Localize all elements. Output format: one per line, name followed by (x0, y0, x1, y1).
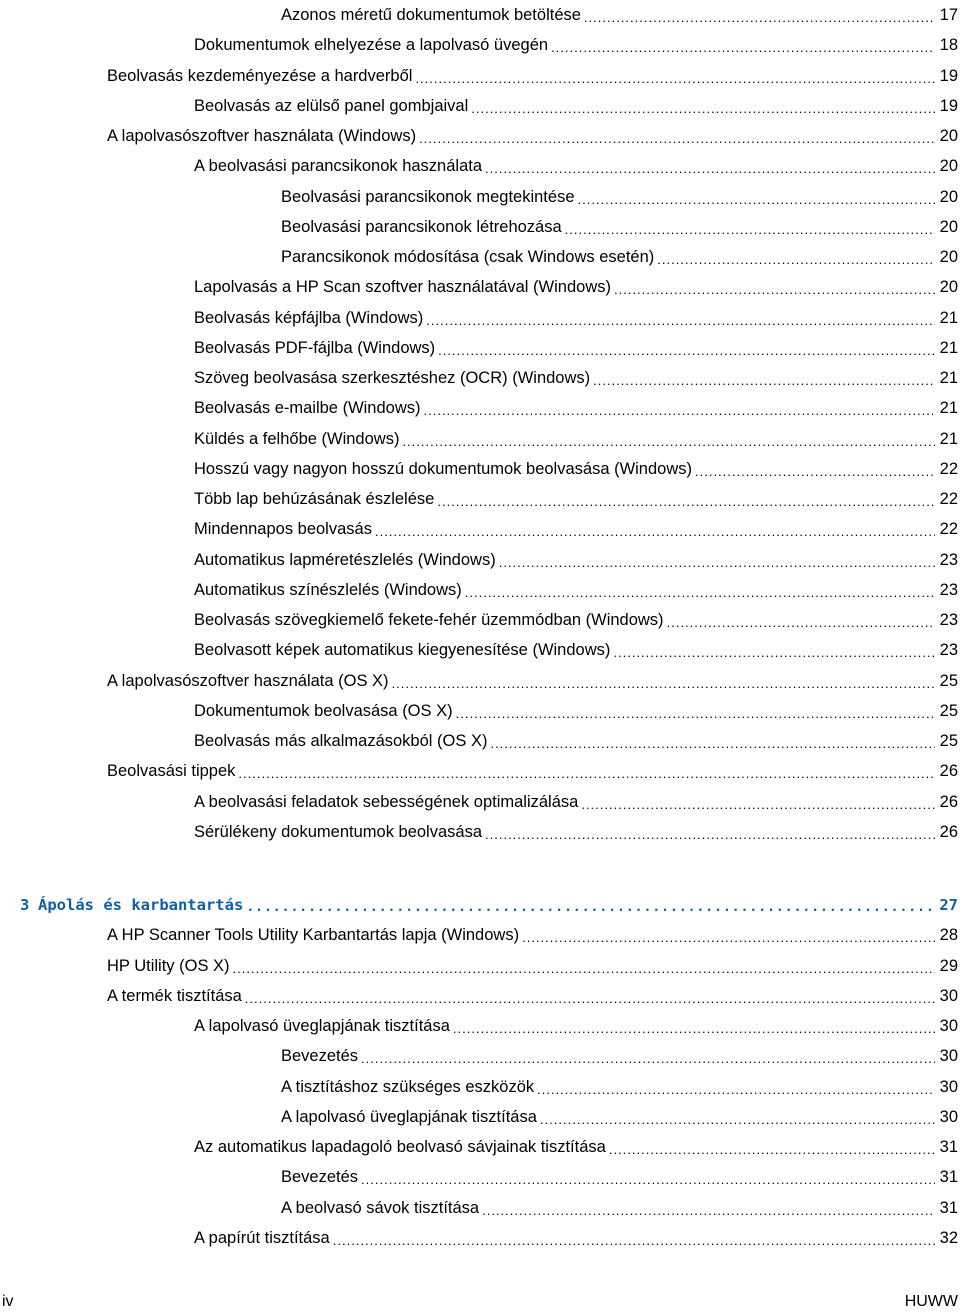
toc-entry-title: Beolvasás szövegkiemelő fekete-fehér üzemmódban (Windows) (194, 610, 664, 629)
toc-page-number: 20 (939, 217, 958, 236)
toc-entry[interactable] (194, 454, 958, 484)
toc-entry[interactable] (194, 696, 958, 726)
toc-entry-title: Beolvasás PDF-fájlba (Windows) (194, 338, 436, 357)
toc-entry-title: Bevezetés (281, 1046, 359, 1065)
footer-page-number: iv (2, 1293, 14, 1310)
toc-page-number: 20 (939, 156, 958, 175)
toc-dot-leader (490, 731, 935, 751)
toc-entry-title: A lapolvasó üveglapjának tisztítása (194, 1016, 450, 1035)
toc-entry-title: A papírút tisztítása (194, 1228, 330, 1247)
toc-page-number: 21 (939, 338, 958, 357)
toc-entry-title: A lapolvasó üveglapjának tisztítása (281, 1107, 537, 1126)
toc-page-number: 23 (939, 550, 958, 569)
toc-page-number: 19 (939, 66, 958, 85)
toc-dot-leader (438, 338, 935, 358)
toc-dot-leader (499, 550, 935, 570)
toc-entry-title: Szöveg beolvasása szerkesztéshez (OCR) (Windows) (194, 368, 591, 387)
toc-entry[interactable] (281, 1102, 958, 1132)
toc-entry-title: Beolvasás más alkalmazásokból (OS X) (194, 731, 488, 750)
toc-entry-title: A tisztításhoz szükséges eszközök (281, 1077, 535, 1096)
toc-entry-title: Az automatikus lapadagoló beolvasó sávjainak tisztítása (194, 1137, 606, 1156)
toc-entry[interactable] (194, 817, 958, 847)
toc-entry[interactable] (194, 1223, 958, 1253)
toc-page-number: 26 (939, 822, 958, 841)
toc-entry[interactable] (107, 981, 958, 1011)
toc-dot-leader (485, 156, 935, 176)
toc-dot-leader (424, 398, 936, 418)
toc-entry-title: Lapolvasás a HP Scan szoftver használatával (Windows) (194, 277, 611, 296)
toc-page-number: 21 (939, 398, 958, 417)
toc-dot-leader (361, 1046, 935, 1066)
toc-dot-leader (540, 1107, 935, 1127)
toc-entry[interactable] (194, 333, 958, 363)
toc-entry[interactable] (194, 151, 958, 181)
toc-entry[interactable] (194, 1132, 958, 1162)
toc-page-number: 20 (939, 247, 958, 266)
toc-dot-leader (456, 701, 935, 721)
toc-page-number: 21 (939, 368, 958, 387)
toc-dot-leader (667, 610, 935, 630)
toc-entry-title: Beolvasott képek automatikus kiegyenesítése (Windows) (194, 640, 611, 659)
toc-entry-title: Beolvasás az elülső panel gombjaival (194, 96, 469, 115)
toc-dot-leader (482, 1198, 935, 1218)
toc-chapter-number: 3 (20, 896, 30, 914)
toc-entry[interactable] (194, 363, 958, 393)
toc-page-number: 30 (939, 986, 958, 1005)
toc-page-number: 25 (939, 701, 958, 720)
toc-dot-leader (238, 761, 935, 781)
toc-page-number: 22 (939, 459, 958, 478)
toc-entry-title: Beolvasási tippek (107, 761, 236, 780)
toc-page-number: 30 (939, 1016, 958, 1035)
toc-entry[interactable] (194, 635, 958, 665)
footer-doc-code: HUWW (904, 1293, 958, 1310)
toc-entry[interactable] (281, 182, 958, 212)
toc-page-number: 23 (939, 610, 958, 629)
toc-entry-title: Beolvasási parancsikonok létrehozása (281, 217, 562, 236)
toc-dot-leader (695, 459, 935, 479)
toc-entry-title: A beolvasási parancsikonok használata (194, 156, 483, 175)
toc-entry-title: Parancsikonok módosítása (csak Windows esetén) (281, 247, 655, 266)
toc-dot-leader (551, 35, 935, 55)
toc-entry[interactable] (281, 0, 958, 30)
toc-page-number: 19 (939, 96, 958, 115)
toc-entry[interactable] (194, 575, 958, 605)
toc-entry-title: Automatikus lapméretészlelés (Windows) (194, 550, 496, 569)
toc-dot-leader (453, 1016, 935, 1036)
toc-page-number: 27 (939, 896, 958, 914)
toc-dot-leader (426, 308, 935, 328)
toc-page-number: 32 (939, 1228, 958, 1247)
toc-page-number: 28 (939, 925, 958, 944)
toc-entry-title: A lapolvasószoftver használata (Windows) (107, 126, 417, 145)
toc-dot-leader (402, 429, 935, 449)
toc-page-number: 29 (939, 956, 958, 975)
toc-page-number: 25 (939, 731, 958, 750)
toc-dot-leader (565, 217, 935, 237)
toc-page-number: 30 (939, 1077, 958, 1096)
toc-dot-leader (578, 187, 936, 207)
toc-dot-leader (471, 96, 935, 116)
toc-entry-title: A beolvasási feladatok sebességének optimalizálása (194, 792, 579, 811)
toc-entry-title: Ápolás és karbantartás (38, 896, 244, 914)
toc-entry[interactable] (194, 545, 958, 575)
toc-entry[interactable] (194, 30, 958, 60)
toc-entry[interactable] (281, 1072, 958, 1102)
toc-entry[interactable] (107, 920, 958, 950)
toc-page-number: 20 (939, 187, 958, 206)
toc-entry-title: Azonos méretű dokumentumok betöltése (281, 5, 581, 24)
toc-entry-title: Sérülékeny dokumentumok beolvasása (194, 822, 483, 841)
toc-page-number: 20 (939, 126, 958, 145)
toc-entry-title: A termék tisztítása (107, 986, 242, 1005)
toc-dot-leader (465, 580, 935, 600)
toc-page-number: 31 (939, 1198, 958, 1217)
toc-entry[interactable] (194, 303, 958, 333)
toc-dot-leader (375, 519, 935, 539)
toc-dot-leader (415, 66, 935, 86)
toc-page-number: 25 (939, 671, 958, 690)
toc-entry[interactable] (194, 424, 958, 454)
toc-entry-title: Hosszú vagy nagyon hosszú dokumentumok beolvasása (Windows) (194, 459, 692, 478)
toc-entry-title: Küldés a felhőbe (Windows) (194, 429, 400, 448)
toc-dot-leader (233, 956, 935, 976)
toc-entry[interactable] (107, 61, 958, 91)
toc-dot-leader (392, 671, 935, 691)
toc-entry[interactable] (194, 91, 958, 121)
toc-entry[interactable] (194, 1011, 958, 1041)
toc-entry[interactable] (281, 212, 958, 242)
toc-page-number: 26 (939, 792, 958, 811)
toc-dot-leader (609, 1137, 935, 1157)
toc-page-number: 31 (939, 1167, 958, 1186)
toc-page-number: 22 (939, 519, 958, 538)
toc-dot-leader (333, 1228, 935, 1248)
toc-page-number: 18 (939, 35, 958, 54)
toc-dot-leader (657, 247, 935, 267)
toc-dot-leader (584, 5, 935, 25)
toc-entry-title: Automatikus színészlelés (Windows) (194, 580, 462, 599)
toc-page-number: 30 (939, 1107, 958, 1126)
toc-entry-title: HP Utility (OS X) (107, 956, 230, 975)
toc-entry[interactable] (107, 951, 958, 981)
toc-page-number: 30 (939, 1046, 958, 1065)
toc-dot-leader (613, 640, 935, 660)
toc-entry[interactable] (281, 242, 958, 272)
toc-page-number: 17 (939, 5, 958, 24)
toc-entry[interactable] (194, 787, 958, 817)
toc-entry-title: Bevezetés (281, 1167, 359, 1186)
toc-entry[interactable] (107, 121, 958, 151)
toc-page-number: 22 (939, 489, 958, 508)
toc-dot-leader (245, 986, 935, 1006)
toc-dot-leader (593, 368, 935, 388)
toc-page-number: 31 (939, 1137, 958, 1156)
toc-page-number: 21 (939, 308, 958, 327)
toc-page-number: 26 (939, 761, 958, 780)
toc-entry[interactable] (194, 272, 958, 302)
toc-entry[interactable] (194, 514, 958, 544)
toc-entry-title: A beolvasó sávok tisztítása (281, 1198, 480, 1217)
toc-dot-leader (537, 1077, 935, 1097)
toc-page-number: 23 (939, 640, 958, 659)
toc-dot-leader (614, 277, 935, 297)
toc-entry[interactable] (107, 666, 958, 696)
toc-dot-leader (522, 925, 935, 945)
toc-dot-leader (581, 792, 935, 812)
toc-page-number: 20 (939, 277, 958, 296)
toc-entry-title: Beolvasás képfájlba (Windows) (194, 308, 424, 327)
toc-entry[interactable] (107, 756, 958, 786)
toc-entry[interactable] (281, 1041, 958, 1071)
toc-entry-title: Beolvasás e-mailbe (Windows) (194, 398, 421, 417)
toc-entry[interactable] (194, 393, 958, 423)
toc-entry[interactable] (194, 605, 958, 635)
toc-entry-title: Dokumentumok elhelyezése a lapolvasó üvegén (194, 35, 549, 54)
toc-entry[interactable] (281, 1193, 958, 1223)
toc-dot-leader (246, 895, 935, 915)
toc-entry[interactable] (281, 1162, 958, 1192)
toc-dot-leader (485, 822, 935, 842)
toc-entry-title: A lapolvasószoftver használata (OS X) (107, 671, 389, 690)
toc-entry-title: A HP Scanner Tools Utility Karbantartás lapja (Windows) (107, 925, 520, 944)
toc-dot-leader (361, 1167, 935, 1187)
toc-entry-title: Dokumentumok beolvasása (OS X) (194, 701, 453, 720)
toc-entry-title: Több lap behúzásának észlelése (194, 489, 435, 508)
toc-dot-leader (437, 489, 935, 509)
toc-entry[interactable] (194, 726, 958, 756)
toc-chapter-entry[interactable] (20, 890, 958, 920)
toc-entry-title: Beolvasási parancsikonok megtekintése (281, 187, 575, 206)
toc-entry-title: Beolvasás kezdeményezése a hardverből (107, 66, 413, 85)
toc-page-number: 21 (939, 429, 958, 448)
toc-dot-leader (419, 126, 935, 146)
toc-page-number: 23 (939, 580, 958, 599)
toc-entry[interactable] (194, 484, 958, 514)
toc-entry-title: Mindennapos beolvasás (194, 519, 372, 538)
